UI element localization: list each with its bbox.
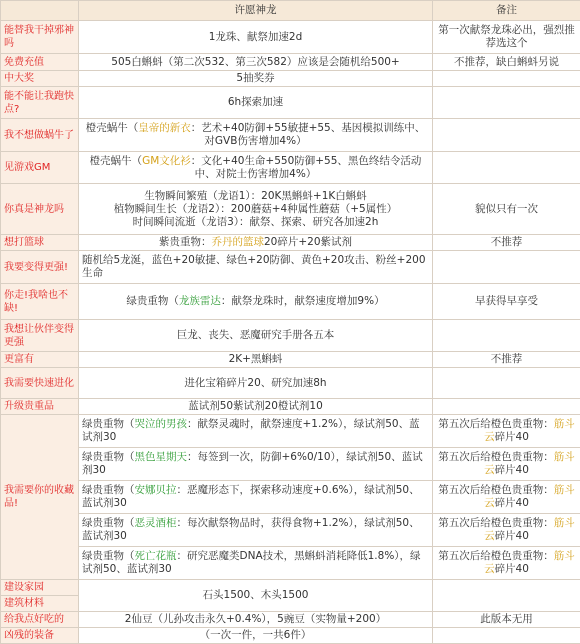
- wish-note: 貌似只有一次: [433, 184, 580, 235]
- wish-reward: 2仙豆（儿孙攻击永久+0.4%），5豌豆（实物量+200）: [79, 612, 433, 628]
- wish-note: 此版本无用: [433, 612, 580, 628]
- item-name: 筋斗云: [484, 517, 575, 542]
- wish-reward: [79, 514, 433, 547]
- table-row: [1, 284, 580, 320]
- item-name: 死亡花瓶: [135, 550, 177, 562]
- table-row: [1, 399, 580, 415]
- wish-key: 凶残的装备: [1, 628, 79, 644]
- wish-reward: 石头1500、木头1500: [79, 580, 433, 612]
- reward-text: ：恶魔形态下，探索移动速度+0.6%），绿试剂50、蓝试剂30: [82, 484, 420, 509]
- wish-reward: （一次一件，一共6件）: [79, 628, 433, 644]
- wish-reward: [79, 284, 433, 320]
- wish-key: 我要变得更强!: [1, 251, 79, 284]
- wish-note: [433, 87, 580, 119]
- table-row: [1, 580, 580, 596]
- wish-note: [433, 320, 580, 352]
- table-row: [1, 481, 580, 514]
- header-row: [1, 1, 580, 21]
- reward-text: ：每次献祭物品时，获得食物+1.2%），绿试剂50、蓝试剂30: [82, 517, 420, 542]
- wish-note: [433, 71, 580, 87]
- wish-reward: 1龙珠、献祭加速2d: [79, 21, 433, 54]
- wish-reward: 6h探索加速: [79, 87, 433, 119]
- note-text: 第五次后给橙色贵重物：: [438, 451, 554, 463]
- wish-note: [433, 251, 580, 284]
- wish-key: 你走!我啥也不缺!: [1, 284, 79, 320]
- note-text: 碎片40: [495, 431, 529, 443]
- item-name: 筋斗云: [484, 550, 575, 575]
- table-row: [1, 87, 580, 119]
- reward-text: 橙壳蜗牛（: [86, 122, 139, 134]
- wish-key: 建筑材料: [1, 596, 79, 612]
- wish-key: 能不能让我跑快点?: [1, 87, 79, 119]
- wish-key: 想打篮球: [1, 235, 79, 251]
- wish-key: 我想让伙伴变得更强: [1, 320, 79, 352]
- wish-note: [433, 547, 580, 580]
- table-row: [1, 514, 580, 547]
- wish-reward: [79, 448, 433, 481]
- item-name: 乔丹的篮球: [211, 236, 264, 248]
- table-row: [1, 235, 580, 251]
- table-row: [1, 628, 580, 644]
- wish-key: 我需要你的收藏品!: [1, 415, 79, 580]
- wish-note: [433, 580, 580, 612]
- wish-key: 免费充值: [1, 54, 79, 71]
- header-blank: [1, 1, 79, 21]
- wish-key: 更富有: [1, 352, 79, 368]
- reward-line: 植物瞬间生长（龙语2）：200蘑菇+4种属性蘑菇（+5属性）: [82, 203, 429, 216]
- wish-reward: [79, 184, 433, 235]
- wish-note: [433, 415, 580, 448]
- table-row: [1, 448, 580, 481]
- wish-key: 给我点好吃的: [1, 612, 79, 628]
- wish-note: 早获得早享受: [433, 284, 580, 320]
- reward-text: 橙壳蜗牛（: [90, 155, 143, 167]
- wish-note: [433, 368, 580, 399]
- item-name: 安娜贝拉: [135, 484, 177, 496]
- note-text: 第五次后给橙色贵重物：: [438, 418, 554, 430]
- reward-text: 绿贵重物（: [82, 517, 135, 529]
- wish-reward: [79, 481, 433, 514]
- item-name: 筋斗云: [484, 418, 575, 443]
- reward-text: ：艺术+40防御+55敏捷+55、基因模拟训练中、对GVB伤害增加4%）: [191, 122, 425, 147]
- header-wish-dragon: 许愿神龙: [79, 1, 433, 21]
- item-name: 黑色星期天: [135, 451, 188, 463]
- wish-note: [433, 152, 580, 184]
- note-text: 碎片40: [495, 530, 529, 542]
- wish-reward: [79, 119, 433, 152]
- wish-key: 中大奖: [1, 71, 79, 87]
- reward-line: 时间瞬间流逝（龙语3）：献祭、探索、研究各加速2h: [82, 216, 429, 229]
- table-row: [1, 320, 580, 352]
- table-row: [1, 152, 580, 184]
- item-name: GM文化衫: [142, 155, 191, 167]
- table-row: [1, 119, 580, 152]
- item-name: 筋斗云: [484, 451, 575, 476]
- table-row: [1, 71, 580, 87]
- table-row: [1, 21, 580, 54]
- wish-key: 我需要快速进化: [1, 368, 79, 399]
- reward-text: 紫贵重物：: [159, 236, 212, 248]
- wish-reward: 505白蝌蚪（第二次532、第三次582）应该是会随机给500+: [79, 54, 433, 71]
- wish-reward: 5抽奖券: [79, 71, 433, 87]
- note-text: 碎片40: [495, 464, 529, 476]
- wish-note: [433, 448, 580, 481]
- reward-text: ：献祭灵魂时，献祭速度+1.2%），绿试剂50、蓝试剂30: [82, 418, 420, 443]
- wish-note: [433, 481, 580, 514]
- wish-note: 不推荐: [433, 235, 580, 251]
- reward-text: 绿贵重物（: [126, 295, 179, 307]
- table-row: [1, 184, 580, 235]
- reward-text: 绿贵重物（: [82, 484, 135, 496]
- wish-note: [433, 119, 580, 152]
- table-row: [1, 54, 580, 71]
- item-name: 龙族雷达: [179, 295, 221, 307]
- wish-key: 我不想做蜗牛了: [1, 119, 79, 152]
- wish-note: 第一次献祭龙珠必出，强烈推荐选这个: [433, 21, 580, 54]
- note-text: 第五次后给橙色贵重物：: [438, 550, 554, 562]
- item-name: 哭泣的男孩: [135, 418, 188, 430]
- note-text: 第五次后给橙色贵重物：: [438, 517, 554, 529]
- item-name: 皇帝的新衣: [138, 122, 191, 134]
- wish-reward: 进化宝箱碎片20、研究加速8h: [79, 368, 433, 399]
- table-row: [1, 368, 580, 399]
- reward-text: ：文化+40生命+550防御+55、黑色终结令活动中、对院士伤害增加4%）: [191, 155, 422, 180]
- wish-reward: 2K+黑蝌蚪: [79, 352, 433, 368]
- wish-reward: 巨龙、丧失、恶魔研究手册各五本: [79, 320, 433, 352]
- wish-note: [433, 514, 580, 547]
- note-text: 第五次后给橙色贵重物：: [438, 484, 554, 496]
- wish-key: 升级贵重品: [1, 399, 79, 415]
- table-row: [1, 352, 580, 368]
- wish-reward: [79, 547, 433, 580]
- reward-text: 绿贵重物（: [82, 418, 135, 430]
- wish-note: 不推荐: [433, 352, 580, 368]
- note-text: 碎片40: [495, 497, 529, 509]
- table-row: [1, 415, 580, 448]
- wish-reward: 随机给5龙涎，蓝色+20敏捷、绿色+20防御、黄色+20攻击、粉丝+200生命: [79, 251, 433, 284]
- table-row: [1, 251, 580, 284]
- reward-text: ：每签到一次，防御+6%0/10），绿试剂50、蓝试剂30: [82, 451, 423, 476]
- wish-key: 见游戏GM: [1, 152, 79, 184]
- note-text: 碎片40: [495, 563, 529, 575]
- wish-reward: [79, 415, 433, 448]
- header-notes: 备注: [433, 1, 580, 21]
- reward-line: 生物瞬间繁殖（龙语1）：20K黑蝌蚪+1K白蝌蚪: [82, 190, 429, 203]
- table-row: [1, 547, 580, 580]
- wish-note: 不推荐，缺白蝌蚪另说: [433, 54, 580, 71]
- wish-reward: [79, 235, 433, 251]
- wish-note: [433, 399, 580, 415]
- wish-reward: [79, 152, 433, 184]
- reward-text: ：献祭龙珠时，献祭速度增加9%）: [221, 295, 385, 307]
- table-row: [1, 612, 580, 628]
- wish-key: 能替我干掉邪神吗: [1, 21, 79, 54]
- reward-text: 绿贵重物（: [82, 550, 135, 562]
- reward-text: ：研究恶魔类DNA技术，黑蝌蚪消耗降低1.8%），绿试剂50、蓝试剂30: [82, 550, 421, 575]
- wish-reward: 蓝试剂50紫试剂20橙试剂10: [79, 399, 433, 415]
- wish-note: [433, 628, 580, 644]
- reward-text: 20碎片+20紫试剂: [264, 236, 352, 248]
- wish-key: 建设家园: [1, 580, 79, 596]
- wish-key: 你真是神龙吗: [1, 184, 79, 235]
- item-name: 恶灵酒柜: [135, 517, 177, 529]
- item-name: 筋斗云: [484, 484, 575, 509]
- reward-text: 绿贵重物（: [82, 451, 135, 463]
